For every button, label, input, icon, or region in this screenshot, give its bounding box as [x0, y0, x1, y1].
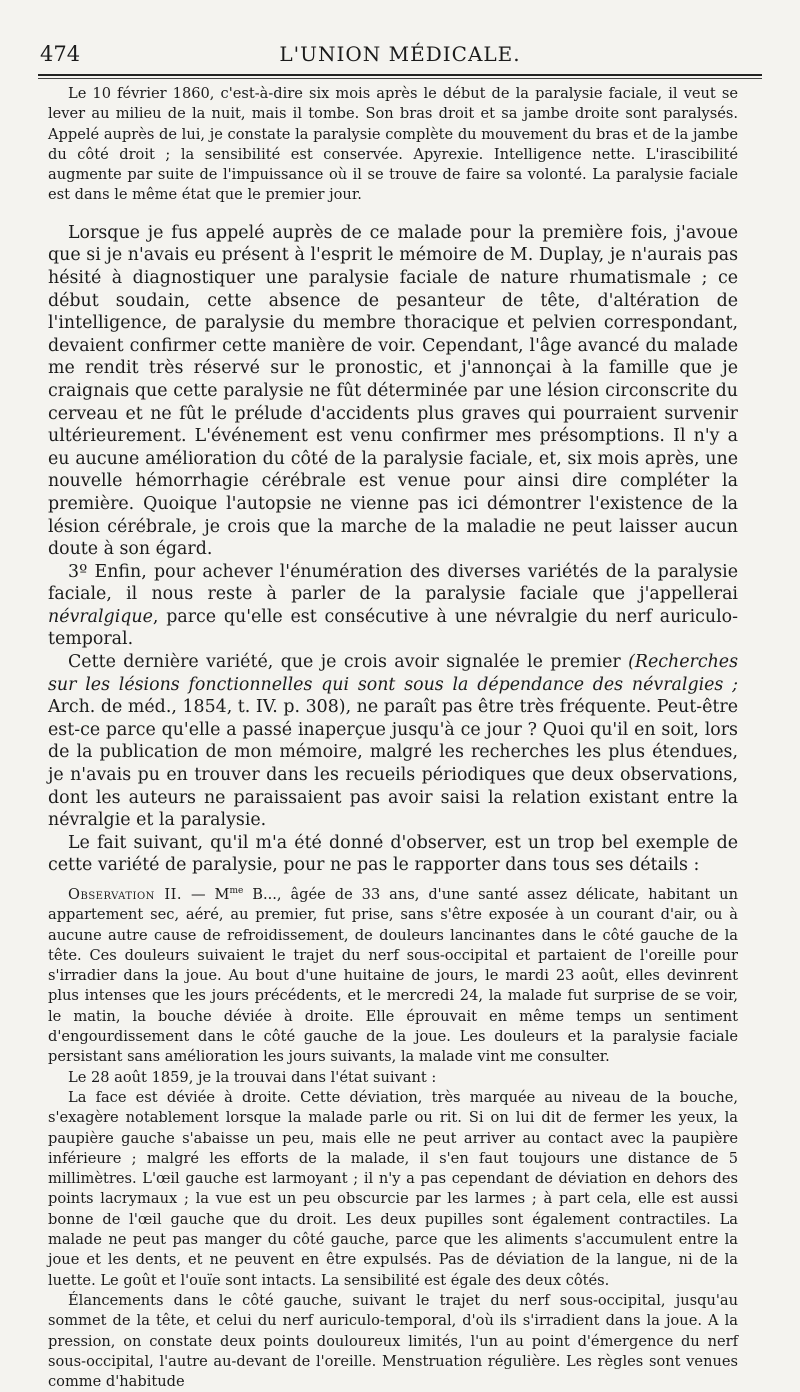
- paragraph-face: La face est déviée à droite. Cette déviation, très marquée au niveau de la bouche, s'exagère notablement lorsque la malade parle ou rit. Si on lui dit de fermer les yeux, la paupière gauche s'abaisse un peu, mais elle ne peut arriver au contact avec la paupière inférieure ; malgré les efforts de la malade, il s'en faut toujours une distance de 5 millimètres. L'œil gauche est larmoyant ; il n'y a pas cependant de déviation en dehors des points lacrymaux ; la vue est un peu obscurcie par les larmes ; à part cela, elle est aussi bonne de l'œil gauche que du droit. Les deux pupilles sont également contractiles. La malade ne peut pas manger du côté gauche, parce que les aliments s'accumulent entre la joue et les dents, et ne peuvent en être expulsés. Pas de déviation de la langue, ni de la luette. Le goût et l'ouïe sont intacts. La sensibilité est égale des deux côtés.: [48, 1088, 738, 1289]
- paragraph-enfin: [48, 561, 738, 651]
- italic-citation: (Recherches sur les lésions fonctionnelles qui sont sous la dépendance des névralgies ;: [48, 652, 738, 695]
- page-number: 474: [40, 42, 81, 66]
- superscript: me: [229, 886, 244, 897]
- text-span: , parce qu'elle est consécutive à une névralgie du nerf auriculo-temporal.: [48, 606, 738, 650]
- paragraph-fait: Le fait suivant, qu'il m'a été donné d'observer, est un trop bel exemple de cette variété de paralysie, pour ne pas le rapporter dans tous ses détails :: [48, 832, 738, 876]
- text-span: Cette dernière variété, que je crois avoir signalée le premier: [68, 652, 629, 673]
- text-span: — M: [182, 886, 230, 903]
- header-rule: [38, 74, 762, 76]
- paragraph-28-aout: Le 28 août 1859, je la trouvai dans l'état suivant :: [68, 1068, 437, 1086]
- header-rule-thin: [38, 78, 762, 79]
- text-span: Arch. de méd., 1854, t. IV. p. 308), ne paraît pas être très fréquente. Peut-être est-ce parce qu'elle a passé inaperçue jusqu'à ce jour ? Quoi qu'il en soit, lors de la publication de mon mémoire, malgré les recherches les plus étendues, je n'avais pu en trouver dans les recueils périodiques que deux observations, dont les auteurs ne paraissaient pas avoir saisi la relation existant entre la névralgie et la paralysie.: [48, 697, 738, 831]
- italic-term: névralgique: [48, 606, 153, 627]
- paragraph-elancements: Élancements dans le côté gauche, suivant le trajet du nerf sous-occipital, jusqu'au sommet de la tête, et celui du nerf auriculo-temporal, d'où ils s'irradient dans la joue. A la pression, on constate deux points douloureux limités, l'un au point d'émergence du nerf sous-occipital, l'autre au-devant de l'oreille. Menstruation régulière. Les règles sont venues comme d'habitude: [48, 1291, 738, 1391]
- observation-label: Observation II.: [68, 886, 183, 903]
- running-head: L'UNION MÉDICALE.: [279, 42, 521, 66]
- paragraph-lorsque: Lorsque je fus appelé auprès de ce malade pour la première fois, j'avoue que si je n'avais eu présent à l'esprit le mémoire de M. Duplay, je n'aurais pas hésité à diagnostiquer une paralysie faciale de nature rhumatismale ; ce début soudain, cette absence de pesanteur de tête, d'altération de l'intelligence, de paralysie du membre thoracique et pelvien correspondant, devaient confirmer cette manière de voir. Cependant, l'âge avancé du malade me rendit très réservé sur le pronostic, et j'annonçai à la famille que je craignais que cette paralysie ne fût déterminée par une lésion circonscrite du cerveau et ne fût le prélude d'accidents plus graves qui pourraient survenir ultérieurement. L'événement est venu confirmer mes présomptions. Il n'y a eu aucune amélioration du côté de la paralysie faciale, et, six mois après, une nouvelle hémorrhagie cérébrale est venue pour ainsi dire compléter la première. Quoique l'autopsie ne vienne pas ici démontrer l'existence de la lésion cérébrale, je crois que la marche de la maladie ne peut laisser aucun doute à son égard.: [48, 222, 738, 560]
- page-header: [40, 40, 760, 66]
- text-span: 3º Enfin, pour achever l'énumération des diverses variétés de la paralysie faciale, il nous reste à parler de la paralysie faciale que j'appellerai: [48, 561, 738, 605]
- text-span: B..., âgée de 33 ans, d'une santé assez délicate, habitant un appartement sec, aéré, au premier, fut prise, sans s'être exposée à un courant d'air, ou à aucune autre cause de refroidissement, de douleurs lancinantes dans le côté gauche de la tête. Ces douleurs suivaient le trajet du nerf sous-occipital et partaient de l'oreille pour s'irradier dans la joue. Au bout d'une huitaine de jours, le mardi 23 août, elles devinrent plus intenses que les jours précédents, et le mercredi 24, la malade fut surprise de se voir, le matin, la bouche déviée à droite. Elle éprouvait en même temps un sentiment d'engourdissement dans le côté gauche de la joue. Les douleurs et la paralysie faciale persistant sans amélioration les jours suivants, la malade vint me consulter.: [48, 886, 738, 1066]
- page-body: [48, 84, 738, 1392]
- observation-paragraph: [48, 885, 738, 1068]
- intro-paragraph: Le 10 février 1860, c'est-à-dire six mois après le début de la paralysie faciale, il veut se lever au milieu de la nuit, mais il tombe. Son bras droit et sa jambe droite sont paralysés. Appelé auprès de lui, je constate la paralysie complète du mouvement du bras et de la jambe du côté droit ; la sensibilité est conservée. Apyrexie. Intelligence nette. L'irascibilité augmente par suite de l'impuissance où il se trouve de faire sa volonté. La paralysie faciale est dans le même état que le premier jour.: [48, 85, 738, 204]
- paragraph-derniere: [48, 651, 738, 832]
